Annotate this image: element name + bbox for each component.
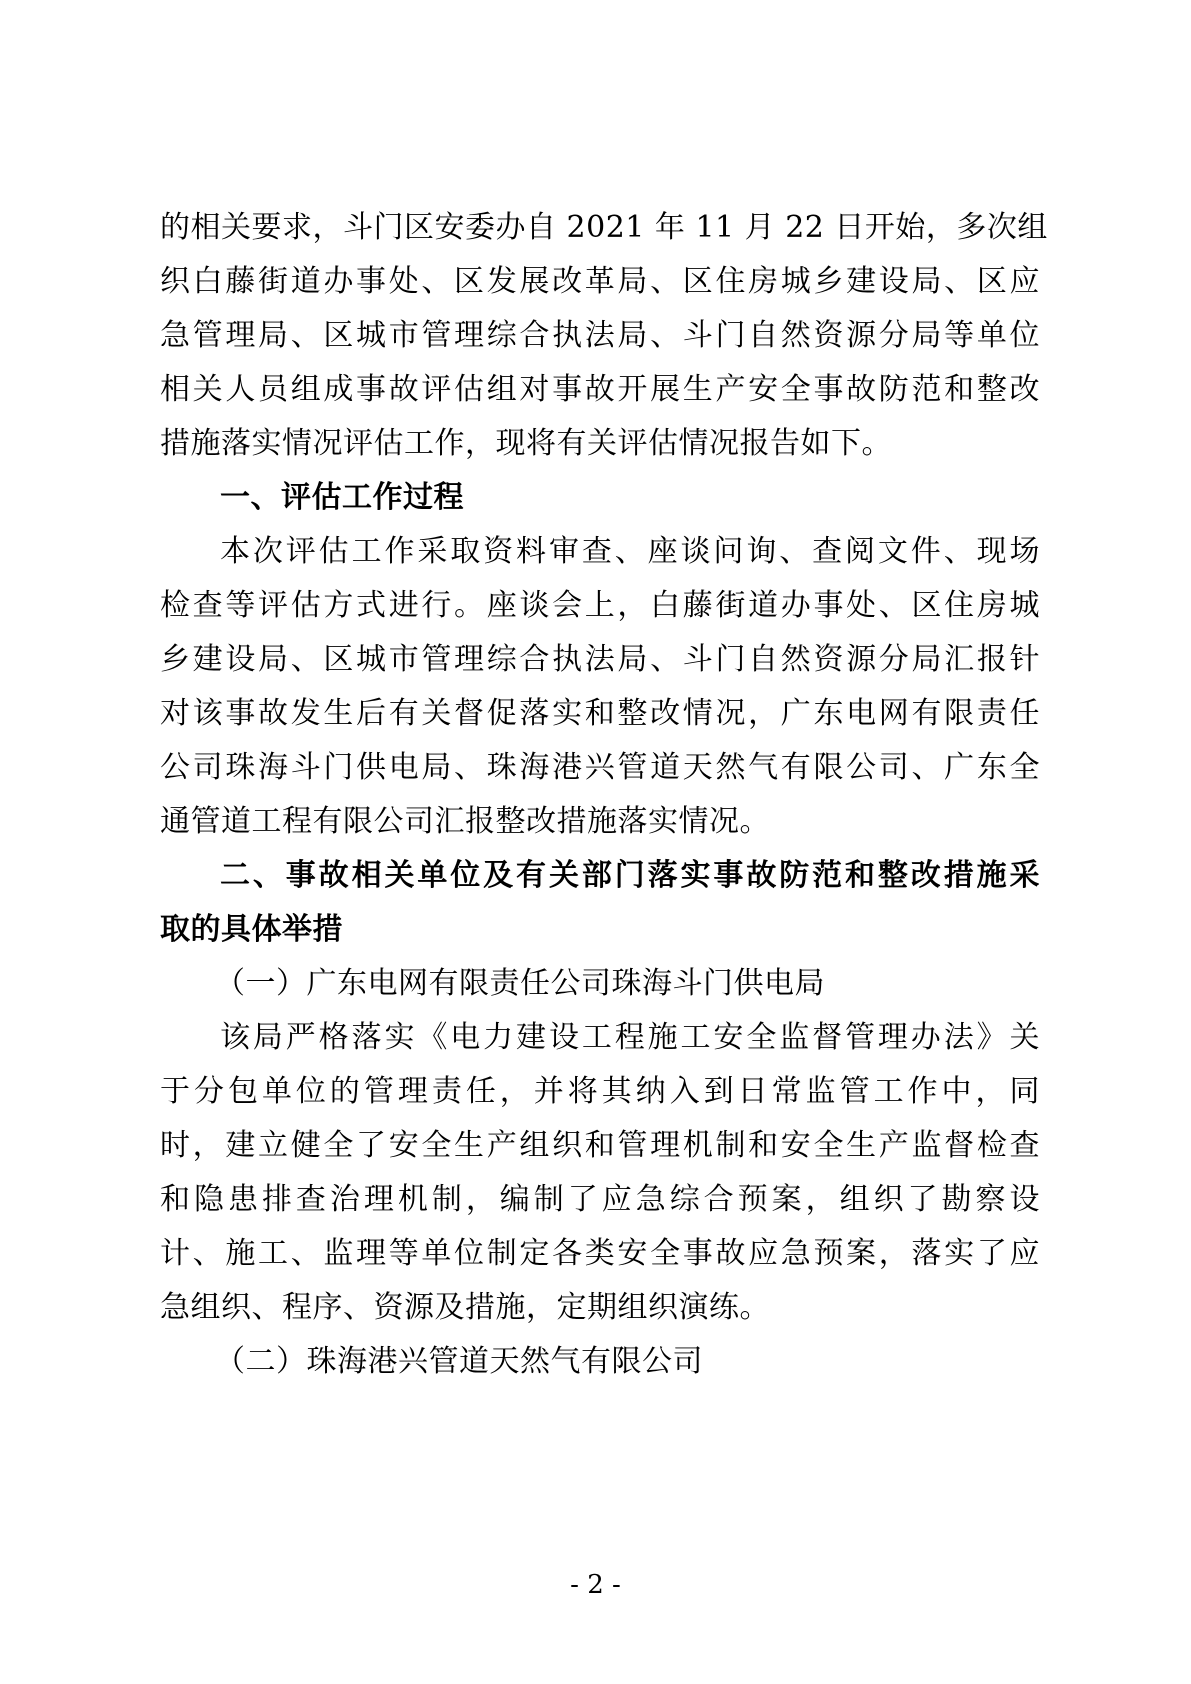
heading-text: 取的具体举措 bbox=[160, 912, 343, 947]
text-line: 该局严格落实《电力建设工程施工安全监督管理办法》关 bbox=[220, 1020, 1040, 1055]
text-line: 时，建立健全了安全生产组织和管理机制和安全生产监督检查 bbox=[160, 1128, 1040, 1163]
text-line: 的相关要求，斗门区安委办自 2021 年 11 月 22 日开始，多次组 bbox=[160, 210, 1048, 245]
text-line: 相关人员组成事故评估组对事故开展生产安全事故防范和整改 bbox=[160, 372, 1040, 407]
text-line: 计、施工、监理等单位制定各类安全事故应急预案，落实了应 bbox=[160, 1236, 1040, 1271]
text-line: 对该事故发生后有关督促落实和整改情况，广东电网有限责任 bbox=[160, 696, 1040, 731]
subheading-text: （一）广东电网有限责任公司珠海斗门供电局 bbox=[215, 966, 825, 1001]
text-line: 织白藤街道办事处、区发展改革局、区住房城乡建设局、区应 bbox=[160, 264, 1040, 299]
text-line: 本次评估工作采取资料审查、座谈问询、查阅文件、现场 bbox=[220, 534, 1040, 569]
page-number: - 2 - bbox=[570, 1570, 621, 1600]
text-line: 于分包单位的管理责任，并将其纳入到日常监管工作中，同 bbox=[160, 1074, 1040, 1109]
text-line: 急管理局、区城市管理综合执法局、斗门自然资源分局等单位 bbox=[160, 318, 1040, 353]
text-line: 措施落实情况评估工作，现将有关评估情况报告如下。 bbox=[160, 426, 892, 461]
heading-text: 二、事故相关单位及有关部门落实事故防范和整改措施采 bbox=[220, 858, 1040, 893]
text-line: 检查等评估方式进行。座谈会上，白藤街道办事处、区住房城 bbox=[160, 588, 1040, 623]
text-line: 乡建设局、区城市管理综合执法局、斗门自然资源分局汇报针 bbox=[160, 642, 1040, 677]
text-line: 公司珠海斗门供电局、珠海港兴管道天然气有限公司、广东全 bbox=[160, 750, 1040, 785]
text-line: 和隐患排查治理机制，编制了应急综合预案，组织了勘察设 bbox=[160, 1182, 1040, 1217]
subheading-text: （二）珠海港兴管道天然气有限公司 bbox=[215, 1344, 703, 1379]
text-line: 急组织、程序、资源及措施，定期组织演练。 bbox=[160, 1290, 770, 1325]
heading-text: 一、评估工作过程 bbox=[220, 480, 464, 515]
text-line: 通管道工程有限公司汇报整改措施落实情况。 bbox=[160, 804, 770, 839]
